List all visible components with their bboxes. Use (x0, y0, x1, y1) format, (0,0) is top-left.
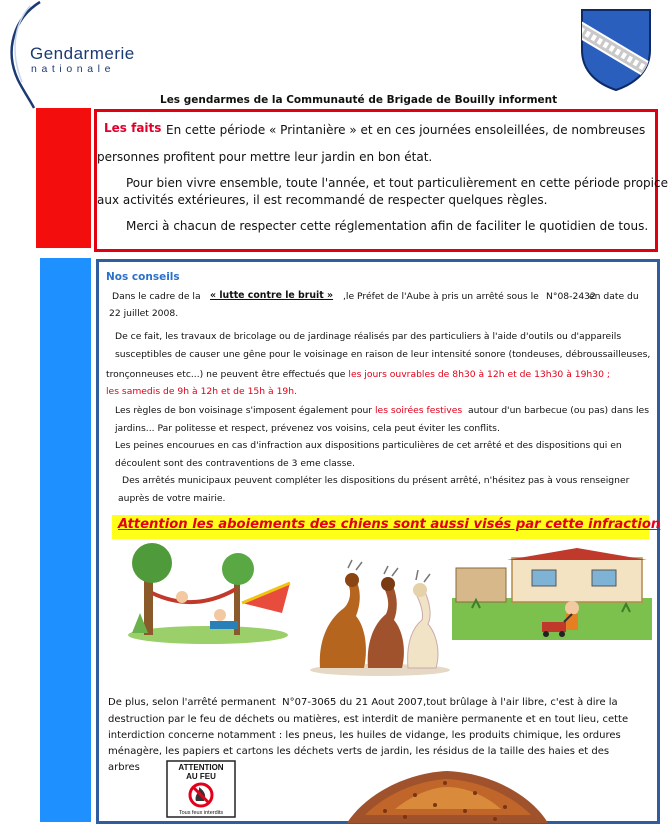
burning-line-4: ménagère, les papiers et cartons les déchets verts de jardin, les résidus de la taille des haies et des (108, 746, 610, 757)
conseils-line-2c (106, 369, 610, 380)
conseils-line-3b: jardins... Par politesse et respect, prévenez vos voisins, cela peut éviter les conflits. (115, 423, 500, 434)
conseils-line-3a-text: Les règles de bon voisinage s'imposent également pour (115, 405, 373, 416)
faits-paragraph-1b: personnes profitent pour mettre leur jardin en bon état. (97, 150, 433, 164)
conseils-line-4a: Les peines encourues en cas d'infraction aux dispositions particulières de cet arrêté et des dispositions qui en (115, 440, 622, 451)
faits-paragraph-3: Merci à chacun de respecter cette réglementation afin de faciliter le quotidien de tous. (126, 219, 649, 233)
logo-text-gendarmerie: Gendarmerie (30, 44, 135, 63)
conseils-line-2a: De ce fait, les travaux de bricolage ou de jardinage réalisés par des particuliers à l'aide d'outils ou d'appareils (115, 331, 622, 342)
faits-paragraph-1a: En cette période « Printanière » et en ces journées ensoleillées, de nombreuses (166, 123, 646, 137)
burning-line-1a: De plus, selon l'arrêté permanent (108, 697, 276, 708)
burning-line-1 (108, 697, 618, 708)
red-side-bar (36, 108, 91, 248)
burning-line-2: destruction par le feu de déchets ou matières, est interdit de manière permanente et en tout lieu, cette (108, 714, 629, 725)
faits-label: Les faits (104, 121, 162, 135)
conseils-line-1c: en date du (589, 291, 639, 302)
conseils-line-3a (115, 405, 649, 416)
burning-arrete-number: N°07-3065 du 21 Aout 2007 (282, 697, 424, 708)
lutte-contre-le-bruit-label: « lutte contre le bruit » (210, 290, 334, 301)
conseils-line-1a: Dans le cadre de la (112, 291, 201, 302)
arrete-number: N°08-2432 (546, 291, 596, 302)
attention-text: Attention les aboiements des chiens sont aussi visés par cette infraction (118, 517, 661, 532)
conseils-line-1d: 22 juillet 2008. (109, 308, 179, 319)
lawnmower-house-illustration (452, 548, 652, 640)
burning-line-3: interdiction concerne notamment : les pneus, les huiles de vidange, les produits chimique, les ordures (108, 730, 621, 741)
conseils-line-5a: Des arrêtés municipaux peuvent compléter les dispositions du présent arrêté, n'hésitez pas à vous renseigner (122, 475, 630, 486)
conseils-line-1b: ,le Préfet de l'Aube à pris un arrêté sous le (343, 291, 539, 302)
fire-sign-line2: AU FEU (186, 772, 216, 781)
garden-hammock-illustration (122, 543, 294, 645)
attention-au-feu-sign (166, 760, 236, 818)
conseils-line-5b: auprès de votre mairie. (118, 493, 226, 504)
conseils-line-2c-text: tronçonneuses etc...) ne peuvent être effectués que (106, 369, 346, 380)
page-title: Les gendarmes de la Communauté de Brigade de Bouilly informent (160, 94, 558, 106)
fire-sign-line3: Tous feux interdits (178, 810, 224, 816)
blue-side-bar (40, 258, 91, 822)
samedis-hours: les samedis de 9h à 12h et de 15h à 19h. (106, 386, 297, 397)
coat-of-arms-icon (578, 6, 654, 92)
faits-paragraph-2b: aux activités extérieures, il est recommandé de respecter quelques règles. (97, 193, 548, 207)
jours-ouvrables-hours: les jours ouvrables de 8h30 à 12h et de 13h30 à 19h30 ; (348, 369, 610, 380)
conseils-line-2b: susceptibles de causer une gêne pour le voisinage en raison de leur intensité sonore (tondeuses, débroussailleuses, (115, 349, 651, 360)
conseils-line-4b: découlent sont des contraventions de 3 eme classe. (115, 458, 355, 469)
leaf-pile-illustration (345, 765, 550, 825)
logo-text-nationale: nationale (31, 63, 116, 75)
soirees-festives-label: les soirées festives (375, 405, 463, 416)
barking-dogs-illustration (300, 558, 460, 678)
conseils-line-3a-end: autour d'un barbecue (ou pas) dans les (468, 405, 649, 416)
conseils-title: Nos conseils (106, 271, 180, 283)
fire-sign-line1: ATTENTION (178, 763, 224, 772)
burning-line-1b: ,tout brûlage à l'air libre, c'est à dire la (423, 697, 618, 708)
burning-line-5: arbres (108, 762, 140, 773)
faits-paragraph-2a: Pour bien vivre ensemble, toute l'année, et tout particulièrement en cette période propice (126, 176, 668, 190)
